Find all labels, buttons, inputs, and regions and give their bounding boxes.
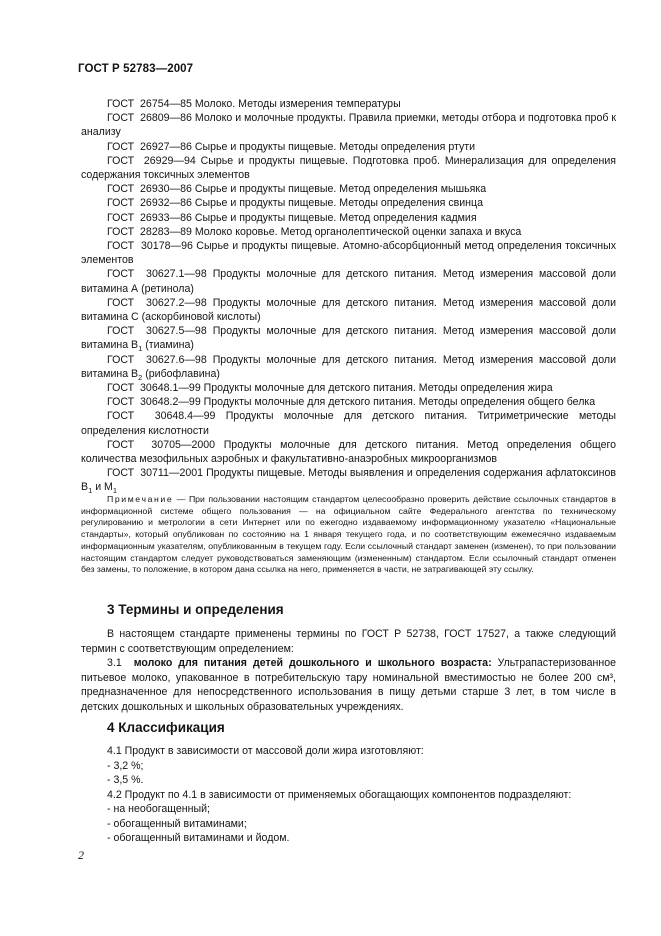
term-name: молоко для питания детей дошкольного и школьного возраста: <box>133 657 492 669</box>
clause-4-1: 4.1 Продукт в зависимости от массовой доли жира изготовляют: <box>107 745 424 757</box>
reference-title: Сырье и продукты пищевые. Методы определения ртути <box>194 140 476 153</box>
reference-code: ГОСТ 26933—86 <box>107 211 192 224</box>
reference-title: Сырье и продукты пищевые. Подготовка проб. Минерализация для определения содержания токсичных элементов <box>81 154 616 182</box>
reference-item <box>81 225 616 239</box>
subscript: 2 <box>138 372 143 382</box>
term-3-1 <box>81 656 616 714</box>
reference-code: ГОСТ 30627.5—98 <box>107 325 207 338</box>
reference-title: Продукты молочные для детского питания. Метод измерения массовой доли витамина В <box>81 353 616 380</box>
subscript: 1 <box>88 486 93 496</box>
reference-title-tail: (тиамина) <box>142 339 194 352</box>
reference-code: ГОСТ 26930—86 <box>107 183 192 196</box>
reference-title: Продукты молочные для детского питания. Метод измерения массовой доли витамина В <box>81 325 616 352</box>
section-4-content <box>107 744 616 846</box>
reference-item <box>81 438 616 466</box>
reference-item <box>81 466 616 494</box>
reference-item <box>81 296 616 324</box>
note-label: Примечание <box>107 494 174 504</box>
term-definition: Ультрапастеризованное питьевое молоко, упакованное в потребительскую тару номинальной вместимостью не более 200 см³, предназначенное для непосредственного использования в пищу детьми старше 3 лет, в том числе в детских дошкольных и школьных образовательных учреждениях. <box>81 657 616 713</box>
reference-title: Сырье и продукты пищевые. Атомно-абсорбционный метод определения токсичных элементов <box>81 240 616 267</box>
reference-code: ГОСТ 30648.4—99 <box>107 410 216 423</box>
reference-title: Продукты молочные для детского питания. Методы определения жира <box>203 382 553 395</box>
reference-item <box>81 211 616 225</box>
reference-code: ГОСТ 28283—89 <box>107 225 192 238</box>
reference-code: ГОСТ 26932—86 <box>107 197 192 210</box>
clause-4-2: 4.2 Продукт по 4.1 в зависимости от применяемых обогащающих компонентов подразделяют: <box>107 788 572 801</box>
reference-item <box>81 324 616 352</box>
section-4-title: 4 Классификация <box>107 720 225 735</box>
reference-code: ГОСТ 26809—86 <box>107 112 192 125</box>
subscript: 1 <box>138 344 143 354</box>
reference-title: Продукты молочные для детского питания. Методы определения общего белка <box>203 396 596 409</box>
reference-title: Сырье и продукты пищевые. Метод определения кадмия <box>194 211 477 224</box>
list-item: - обогащенный витаминами; <box>107 817 247 830</box>
page-number: 2 <box>78 848 84 862</box>
reference-item <box>81 267 616 295</box>
list-item: - на необогащенный; <box>107 803 210 815</box>
reference-title: Сырье и продукты пищевые. Метод определения мышьяка <box>194 183 487 196</box>
reference-item <box>81 239 616 267</box>
reference-title: Молоко коровье. Метод органолептической оценки запаха и вкуса <box>194 225 522 238</box>
reference-code: ГОСТ 26927—86 <box>107 140 192 153</box>
reference-item <box>81 111 616 139</box>
reference-title: Сырье и продукты пищевые. Методы определения свинца <box>194 197 483 210</box>
reference-code: ГОСТ 26754—85 <box>107 98 192 110</box>
references-note <box>81 494 616 576</box>
reference-item <box>81 353 616 381</box>
term-number: 3.1 <box>107 657 122 669</box>
reference-code: ГОСТ 30705—2000 <box>107 438 216 451</box>
reference-item <box>81 97 616 111</box>
reference-title: Молоко и молочные продукты. Правила приемки, методы отбора и подготовка проб к анализу <box>81 112 616 139</box>
reference-code: ГОСТ 30178—96 <box>107 240 193 253</box>
reference-code: ГОСТ 26929—94 <box>107 154 196 167</box>
document-header: ГОСТ Р 52783—2007 <box>78 63 194 75</box>
reference-title: Продукты молочные для детского питания. Метод измерения массовой доли витамина С (аскорбиновой кислоты) <box>81 296 616 324</box>
reference-title: Продукты пищевые. Методы выявления и определения содержания афлатоксинов В <box>81 467 616 494</box>
reference-title: Продукты молочные для детского питания. Метод измерения массовой доли витамина А (ретинола) <box>81 268 616 295</box>
reference-title-tail: и М <box>92 481 113 494</box>
normative-references-list <box>0 97 661 495</box>
reference-title: Продукты молочные для детского питания. Метод определения общего количества мезофильных аэробных и факультативно-анаэробных микроорганизмов <box>81 438 616 466</box>
list-item: - 3,5 %. <box>107 774 144 786</box>
reference-code: ГОСТ 30627.6—98 <box>107 353 207 366</box>
reference-item <box>81 182 616 196</box>
reference-title-tail: (рибофлавина) <box>142 367 220 380</box>
reference-item <box>81 395 616 409</box>
reference-item <box>81 409 616 437</box>
list-item: - 3,2 %; <box>107 759 144 772</box>
reference-code: ГОСТ 30648.2—99 <box>107 396 201 409</box>
subscript: 1 <box>112 486 118 496</box>
reference-code: ГОСТ 30711—2001 <box>107 467 204 480</box>
section-3-title: 3 Термины и определения <box>107 602 284 617</box>
reference-title: Продукты молочные для детского питания. Титриметрические методы определения кислотности <box>81 410 616 437</box>
reference-code: ГОСТ 30627.2—98 <box>107 296 207 309</box>
reference-item <box>81 154 616 182</box>
reference-item <box>81 196 616 210</box>
section-3-intro: В настоящем стандарте применены термины по ГОСТ Р 52738, ГОСТ 17527, а также следующий термин с соответствующим определением: <box>81 628 616 655</box>
note-text: — При пользовании настоящим стандартом целесообразно проверить действие ссылочных стандартов в информационной системе общего пользования — на официальном сайте Федерального агентства по техническому регулированию и метрологии в сети Интернет или по ежегодно издаваемому информационному указателю «Национальные стандарты», который опубликован по состоянию на 1 января текущего года, и по соответствующим ежемесячно издаваемым информационным указателям, опубликованным в текущем году. Если ссылочный стандарт заменен (изменен), то при пользовании настоящим стандартом следует руководствоваться заменяющим (измененным) стандартом. Если ссылочный стандарт отменен без замены, то положение, в котором дана ссылка на него, применяется в части, не затрагивающей эту ссылку. <box>81 494 616 575</box>
list-item: - обогащенный витаминами и йодом. <box>107 832 290 844</box>
reference-title: Молоко. Методы измерения температуры <box>194 98 401 110</box>
reference-code: ГОСТ 30627.1—98 <box>107 268 207 281</box>
reference-item <box>81 381 616 395</box>
reference-code: ГОСТ 30648.1—99 <box>107 382 201 395</box>
reference-item <box>81 140 616 154</box>
